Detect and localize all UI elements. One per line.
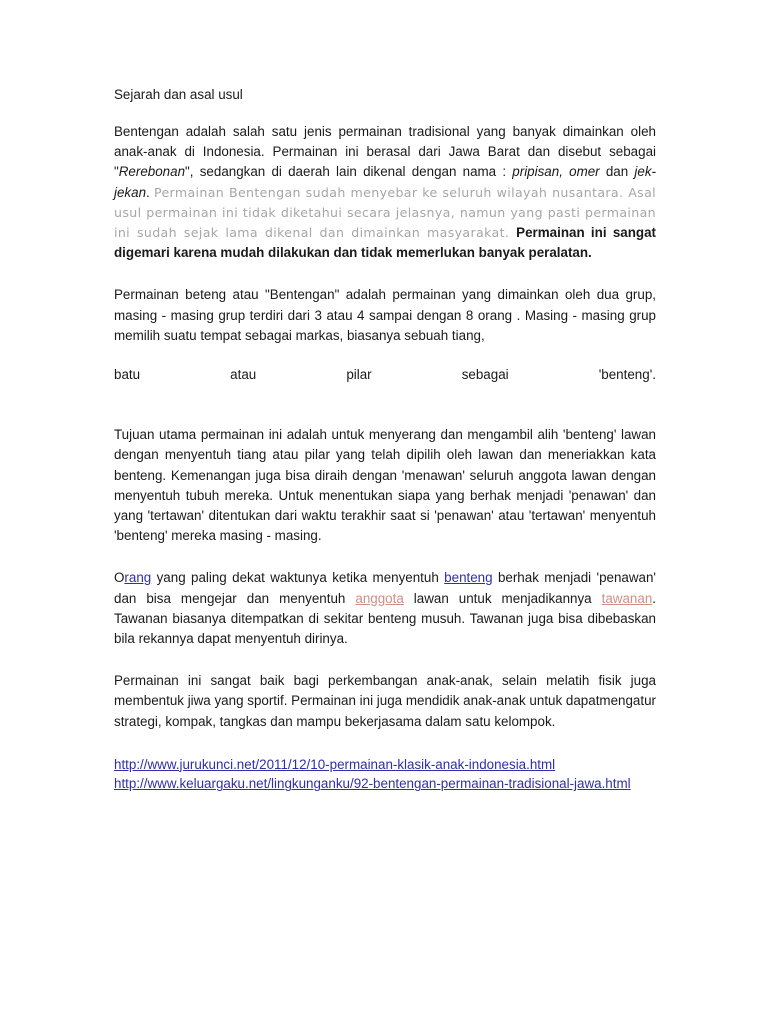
- p2-stretch-word-3: sebagai: [461, 367, 509, 383]
- p1-period: .: [146, 184, 154, 200]
- p2-stretch-word-4: 'benteng'.: [598, 367, 656, 383]
- source-link-jurukunci[interactable]: http://www.jurukunci.net/2011/12/10-permainan-klasik-anak-indonesia.html: [114, 756, 556, 772]
- p4-run-3: lawan untuk menjadikannya: [403, 590, 602, 606]
- document-body: [114, 86, 656, 794]
- p1-run-intro: Bentengan adalah salah satu jenis permainan tradisional yang banyak dimainkan oleh anak-anak di Indonesia. Permainan ini berasal dari Jawa Barat dan disebut sebagai: [114, 124, 656, 160]
- p4-link-rang[interactable]: rang: [124, 570, 152, 586]
- source-links: [114, 755, 656, 794]
- p4-link-benteng[interactable]: benteng: [444, 570, 493, 586]
- p2-stretch-word-2: pilar: [346, 367, 372, 383]
- source-link-keluargaku[interactable]: http://www.keluargaku.net/lingkunganku/92-bentengan-permainan-tradisional-jawa.html: [114, 776, 631, 792]
- p1-term-rerebonan: Rerebonan: [118, 164, 186, 180]
- p1-grey-pasted-run: Permainan Bentengan sudah menyebar ke seluruh wilayah nusantara. Asal usul permainan ini tidak diketahui secara jelasnya, namun yang pasti permainan ini sudah sejak lama dikenal dan dimainkan masyarakat.: [114, 184, 656, 241]
- p1-bold-conclusion: Permainan ini sangat digemari karena mudah dilakukan dan tidak memerlukan banyak peralatan.: [114, 225, 656, 261]
- paragraph-objective: Tujuan utama permainan ini adalah untuk menyerang dan mengambil alih 'benteng' lawan dengan menyentuh tiang atau pilar yang telah dipilih oleh lawan dan meneriakkan kata benteng. Kemenangan juga bisa diraih dengan 'menawan' seluruh anggota lawan dengan menyentuh tubuh mereka. Untuk menentukan siapa yang berhak menjadi 'penawan' dan yang 'tertawan' ditentukan dari waktu terakhir saat si 'penawan' atau 'tertawan' menyentuh 'benteng' mereka masing - masing.: [114, 427, 656, 544]
- p4-run-4: . Tawanan biasanya ditempatkan di sekitar benteng musuh. Tawanan juga bisa dibebaskan bila rekannya dapat menyentuh dirinya.: [114, 590, 657, 647]
- p4-run-2: berhak menjadi 'penawan' dan bisa mengejar dan menyentuh: [114, 570, 656, 606]
- p4-link-tawanan[interactable]: tawanan: [601, 590, 653, 606]
- p2-stretch-word-0: batu: [114, 367, 141, 383]
- p2-stretch-word-1: atau: [230, 367, 257, 383]
- paragraph-origin: [114, 122, 656, 263]
- paragraph-groups-stretched-line: [114, 365, 656, 385]
- paragraph-groups: [114, 285, 656, 346]
- p4-run-1: yang paling dekat waktunya ketika menyentuh: [151, 570, 445, 586]
- p2-text: Permainan beteng atau "Bentengan" adalah permainan yang dimainkan oleh dua grup, masing - masing grup terdiri dari 3 atau 4 sampai dengan 8 orang . Masing - masing grup memilih suatu tempat sebagai markas, biasanya sebuah tiang,: [114, 287, 656, 343]
- page-title: Sejarah dan asal usul: [114, 87, 243, 102]
- p4-link-anggota[interactable]: anggota: [355, 590, 404, 606]
- p1-term-jek-jekan: jek-jekan: [114, 164, 656, 200]
- paragraph-capture-rules: [114, 568, 656, 649]
- p1-run-alias-lead: sedangkan di daerah lain dikenal dengan nama :: [199, 164, 513, 180]
- p1-quote-close: ",: [185, 164, 200, 180]
- p1-term-pripisan-omer: pripisan, omer: [512, 164, 600, 180]
- paragraph-benefits: Permainan ini sangat baik bagi perkembangan anak-anak, selain melatih fisik juga membentuk jiwa yang sportif. Permainan ini juga mendidik anak-anak untuk dapatmengatur strategi, kompak, tangkas dan mampu bekerjasama dalam satu kelompok.: [114, 673, 656, 729]
- p1-conj-dan: dan: [599, 164, 635, 180]
- p1-quote-open: ": [114, 164, 119, 180]
- p4-initial-letter: O: [114, 570, 125, 586]
